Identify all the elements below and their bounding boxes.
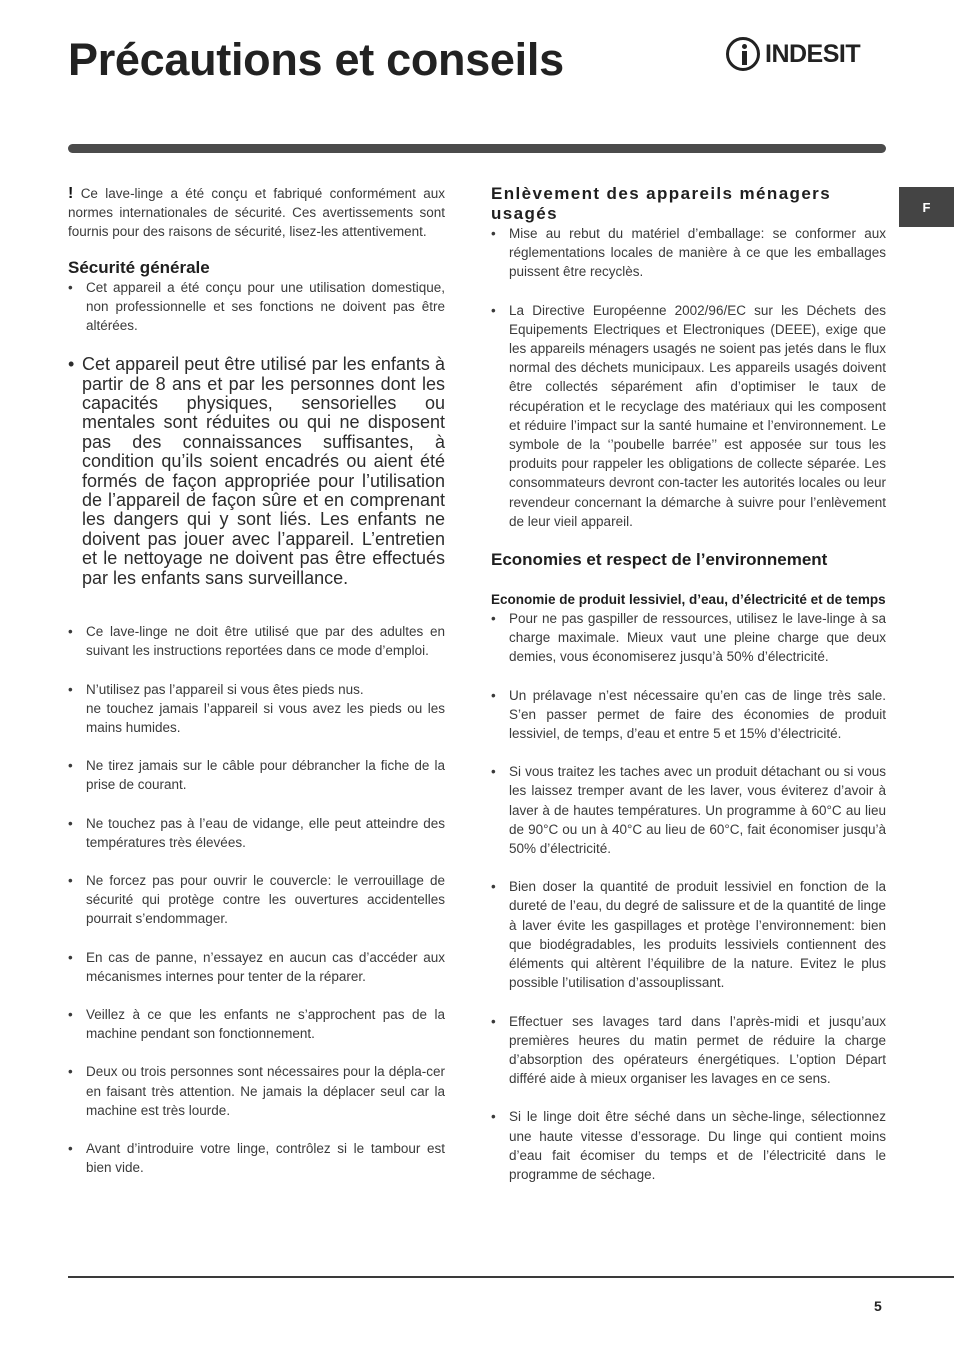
disposal-heading: Enlèvement des appareils ménagers usagés: [491, 184, 832, 223]
right-column: [491, 180, 886, 1203]
intro-text: Ce lave-linge a été conçu et fabriqué conformément aux normes internationales de sécurité. Ces avertissements sont fournis pour des raisons de sécurité, lisez-les attentivement.: [68, 186, 445, 240]
security-list: [68, 278, 445, 336]
brand-wordmark: INDESIT: [765, 39, 861, 68]
list-item: • Cet appareil a été conçu pour une utilisation domestique, non professionnelle et ses fonctions ne doivent pas être altérées.: [68, 278, 445, 336]
list-item: • La Directive Européenne 2002/96/EC sur les Déchets des Equipements Electriques et Electroniques (DEEE), exige que les appareils ménagers usagés ne soient pas jetés dans le flux normal des déchets municipaux. Les appareils usagés doivent être collectés séparément afin d’optimiser le taux de récupération et le recyclage des matériaux qui les composent et réduire l’impact sur la santé humaine et l’environnement. Le symbole de la ‘’poubelle barrée’’ est apposée sur tous les produits pour rappeler les obligations de collecte séparée. Les consommateurs devront con-tacter les autorités locales ou leur revendeur concernant la démarche à suivre pour l’enlèvement de leur vieil appareil.: [491, 301, 886, 531]
list-item: • Avant d’introduire votre linge, contrôlez si le tambour est bien vide.: [68, 1139, 445, 1177]
warning-mark: !: [68, 185, 74, 202]
disposal-list: [491, 224, 886, 531]
list-item: • Mise au rebut du matériel d’emballage: se conformer aux réglementations locales de manière à ce que les emballages puissent être recyclès.: [491, 224, 886, 282]
list-item: • Veillez à ce que les enfants ne s’approchent pas de la machine pendant son fonctionnement.: [68, 1005, 445, 1043]
brand-logo: [726, 34, 888, 74]
list-item: • N’utilisez pas l’appareil si vous êtes pieds nus. ne touchez jamais l’appareil si vous avez les pieds ou les mains humides.: [68, 680, 445, 738]
list-item: • Ne tirez jamais sur le câble pour débrancher la fiche de la prise de courant.: [68, 756, 445, 794]
list-item: • Ce lave-linge ne doit être utilisé que par des adultes en suivant les instructions reportées dans ce mode d’emploi.: [68, 622, 445, 660]
children-warning: • Cet appareil peut être utilisé par les enfants à partir de 8 ans et par les personnes dont les capacités physiques, sensorielles ou mentales sont réduites ou qui ne disposent pas des connaissances suffisantes, à condition qu’ils soient encadrés ou aient été formés de façon appropriée pour l’utilisation de l’appareil de façon sûre et en comprenant les dangers qui y sont liés. Les enfants ne doivent pas jouer avec l’appareil. L’entretien et le nettoyage ne doivent pas être effectués par les enfants sans surveillance.: [68, 355, 445, 588]
safety-list: [68, 622, 445, 1177]
list-item: • Si le linge doit être séché dans un sèche-linge, sélectionnez une haute vitesse d’essorage. Du linge qui contient moins d’eau fait écomiser du temps et de l’électricité dans le programme de séchage.: [491, 1107, 886, 1184]
list-item: • Ne touchez pas à l’eau de vidange, elle peut atteindre des températures très élevées.: [68, 814, 445, 852]
eco-heading: Economies et respect de l’environnement: [491, 550, 828, 570]
left-column: [68, 180, 445, 1196]
eco-subheading: Economie de produit lessiviel, d’eau, d’électricité et de temps: [491, 592, 886, 608]
intro-paragraph: [68, 184, 445, 242]
security-heading: Sécurité générale: [68, 257, 210, 277]
list-item: • Un prélavage n’est nécessaire qu’en cas de linge très sale. S’en passer permet de faire des économies de produit lessiviel, de temps, d’eau et entre 5 et 15% d’électricité.: [491, 686, 886, 744]
list-item: • Ne forcez pas pour ouvrir le couvercle: le verrouillage de sécurité qui protège contre les ouvertures accidentelles pourrait s’endommager.: [68, 871, 445, 929]
list-item: • Si vous traitez les taches avec un produit détachant ou si vous les laissez tremper avant de les laver, vous éviterez d’avoir à laver à de hautes températures. Un programme à 60°C au lieu de 90°C ou un à 40°C au lieu de 60°C, fait économiser jusqu’à 50% d’électricité.: [491, 762, 886, 858]
header-divider: [68, 144, 886, 153]
language-tab: F: [899, 187, 954, 227]
page-number: 5: [874, 1298, 882, 1314]
list-item: • Deux ou trois personnes sont nécessaires pour la dépla-cer en faisant très attention. Ne jamais la déplacer seul car la machine est très lourde.: [68, 1062, 445, 1120]
list-item: • Pour ne pas gaspiller de ressources, utilisez le lave-linge à sa charge maximale. Mieux vaut une pleine charge que deux demies, vous économiserez jusqu’à 50% d’électricité.: [491, 609, 886, 667]
list-item: • Bien doser la quantité de produit lessiviel en fonction de la dureté de l’eau, du degré de salissure et de la quantité de linge à laver évite les gaspillages et protège l’environnement: bien que biodégradables, les produits lessiviels contiennent des éléments qui altèrent l’équilibre de la nature. Evitez le plus possible l’utilisation d’assouplissant.: [491, 877, 886, 992]
page-title: Précautions et conseils: [68, 34, 564, 85]
eco-list: [491, 609, 886, 1184]
list-item: • Effectuer ses lavages tard dans l’après-midi et jusqu’aux premières heures du matin permet de réduire la charge d’absorption des opérateurs énergétiques. L’option Départ différé aide à mieux organiser les lavages en ce sens.: [491, 1012, 886, 1089]
list-item: • En cas de panne, n’essayez en aucun cas d’accéder aux mécanismes internes pour tenter de la réparer.: [68, 948, 445, 986]
footer-divider: [68, 1276, 954, 1278]
brand-i-icon: [726, 37, 760, 71]
